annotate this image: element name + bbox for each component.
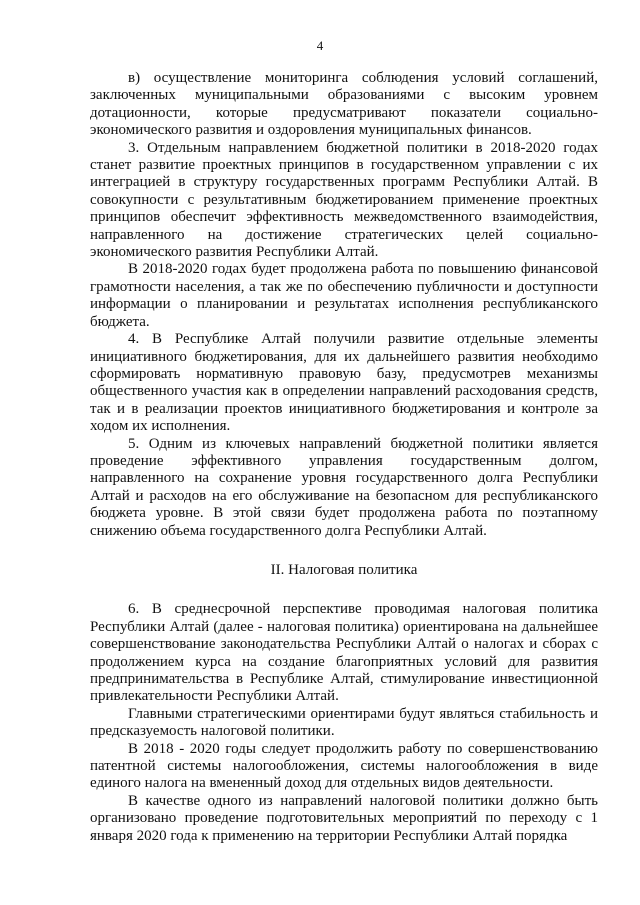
paragraph-patent-system: В 2018 - 2020 годы следует продолжить работу по совершенствованию патентной системы налогообложения, системы налогообложения в виде единого налога на вмененный доход для отдельных видов деятельности. xyxy=(90,740,598,792)
section-heading-tax-policy: II. Налоговая политика xyxy=(270,561,418,578)
page-number: 4 xyxy=(316,38,324,53)
paragraph-tax-policy-orientation: 6. В среднесрочной перспективе проводимая налоговая политика Республики Алтай (далее - налоговая политика) ориентирована на дальнейшее совершенствование законодательства Республики Алтай о налогах и сборах с продолжением курса на создание благоприятных условий для развития предпринимательства в Республике Алтай, стимулирование инвестиционной привлекательности Республики Алтай. xyxy=(90,601,598,705)
document-body xyxy=(90,70,598,845)
paragraph-project-principles: 3. Отдельным направлением бюджетной политики в 2018-2020 годах станет развитие проектных принципов в государственном управлении с их интеграцией в структуру государственных программ Республики Алтай. В совокупности с результативным бюджетированием применение проектных принципов обеспечит эффективность межведомственного взаимодействия, направленного на достижение стратегических целей социально-экономического развития Республики Алтай. xyxy=(90,139,598,261)
paragraph-initiative-budgeting: 4. В Республике Алтай получили развитие отдельные элементы инициативного бюджетирования, для их дальнейшего развития необходимо сформировать нормативную правовую базу, предусмотрев механизмы общественного участия как в определении направлений расходования средств, так и в реализации проектов инициативного бюджетирования и контроле за ходом их исполнения. xyxy=(90,331,598,435)
paragraph-preparatory-measures: В качестве одного из направлений налоговой политики должно быть организовано проведение подготовительных мероприятий по переходу с 1 января 2020 года к применению на территории Республики Алтай порядка xyxy=(90,792,598,844)
paragraph-monitoring: в) осуществление мониторинга соблюдения условий соглашений, заключенных муниципальными образованиями с высоким уровнем дотационности, которые предусматривают показатели социально-экономического развития и оздоровления муниципальных финансов. xyxy=(90,70,598,139)
paragraph-financial-literacy: В 2018-2020 годах будет продолжена работа по повышению финансовой грамотности населения, а так же по обеспечению публичности и доступности информации о планировании и результатах исполнения республиканского бюджета. xyxy=(90,261,598,330)
paragraph-state-debt: 5. Одним из ключевых направлений бюджетной политики является проведение эффективного управления государственным долгом, направленного на сохранение уровня государственного долга Республики Алтай и расходов на его обслуживание на безопасном для республиканского бюджета уровне. В этой связи будет продолжена работа по поэтапному снижению объема государственного долга Республики Алтай. xyxy=(90,435,598,539)
paragraph-stability: Главными стратегическими ориентирами будут являться стабильность и предсказуемость налоговой политики. xyxy=(90,705,598,740)
